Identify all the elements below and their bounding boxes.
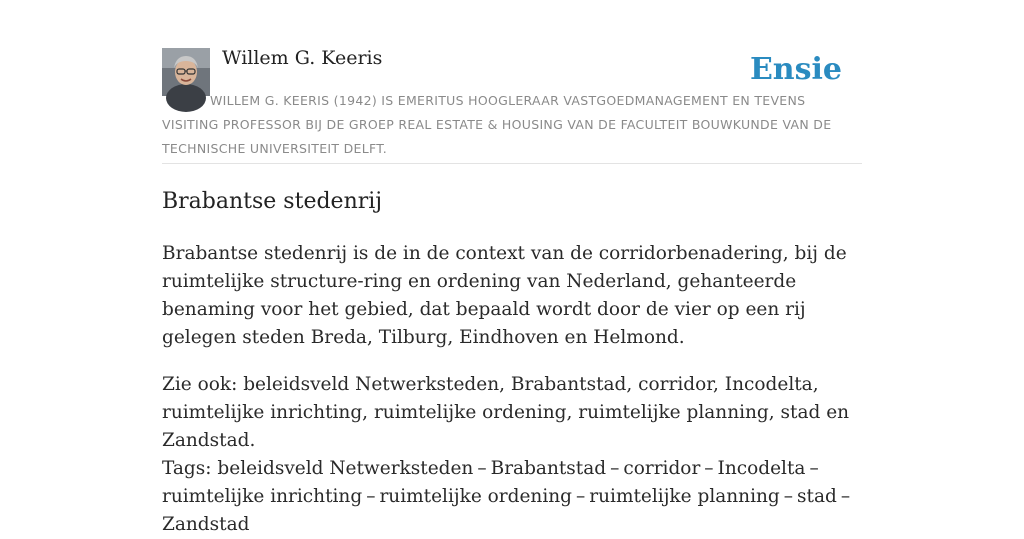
tag-link[interactable]: corridor	[623, 458, 701, 479]
tag-separator: –	[576, 486, 586, 507]
article-definition: Brabantse stedenrij is de in de context van de corridorbenadering, bij de ruimtelijke structure-ring en ordening van Nederland, gehanteerde benaming voor het gebied, dat bepaald wordt door de vier op een rij gelegen steden Breda, Tilburg, Eindhoven en Helmond.	[162, 243, 847, 348]
tag-link[interactable]: beleidsveld Netwerksteden	[217, 458, 474, 479]
tag-link[interactable]: Incodelta	[717, 458, 806, 479]
article-title: Brabantse stedenrij	[162, 189, 383, 214]
tag-link[interactable]: Zandstad	[162, 514, 250, 535]
tag-separator: –	[840, 486, 851, 507]
tag-separator: –	[809, 458, 819, 479]
tag-separator: –	[704, 458, 714, 479]
see-also-paragraph: Zie ook: beleidsveld Netwerksteden, Brabantstad, corridor, Incodelta, ruimtelijke inrichting, ruimtelijke ordening, ruimtelijke planning, stad en Zandstad.	[162, 374, 850, 451]
tag-separator: –	[477, 458, 487, 479]
tag-separator: –	[610, 458, 620, 479]
tag-separator: –	[783, 486, 794, 507]
tag-link[interactable]: stad	[797, 486, 837, 507]
author-header	[162, 0, 862, 164]
tags-label: Tags:	[162, 458, 212, 479]
tags-paragraph	[162, 455, 862, 539]
tag-separator: –	[366, 486, 376, 507]
ensie-logo[interactable]: Ensie	[749, 52, 842, 87]
tag-link[interactable]: Brabantstad	[490, 458, 607, 479]
author-bio: WILLEM G. KEERIS (1942) IS EMERITUS HOOGLERAAR VASTGOEDMANAGEMENT EN TEVENS VISITING PROFESSOR BIJ DE GROEP REAL ESTATE & HOUSING VAN DE FACULTEIT BOUWKUNDE VAN DE TECHNISCHE UNIVERSITEIT DELFT.	[162, 93, 832, 156]
article-container	[162, 0, 862, 535]
tag-link[interactable]: ruimtelijke ordening	[379, 486, 573, 507]
tag-link[interactable]: ruimtelijke planning	[589, 486, 780, 507]
tag-link[interactable]: ruimtelijke inrichting	[162, 486, 363, 507]
author-name[interactable]: Willem G. Keeris	[222, 47, 383, 69]
